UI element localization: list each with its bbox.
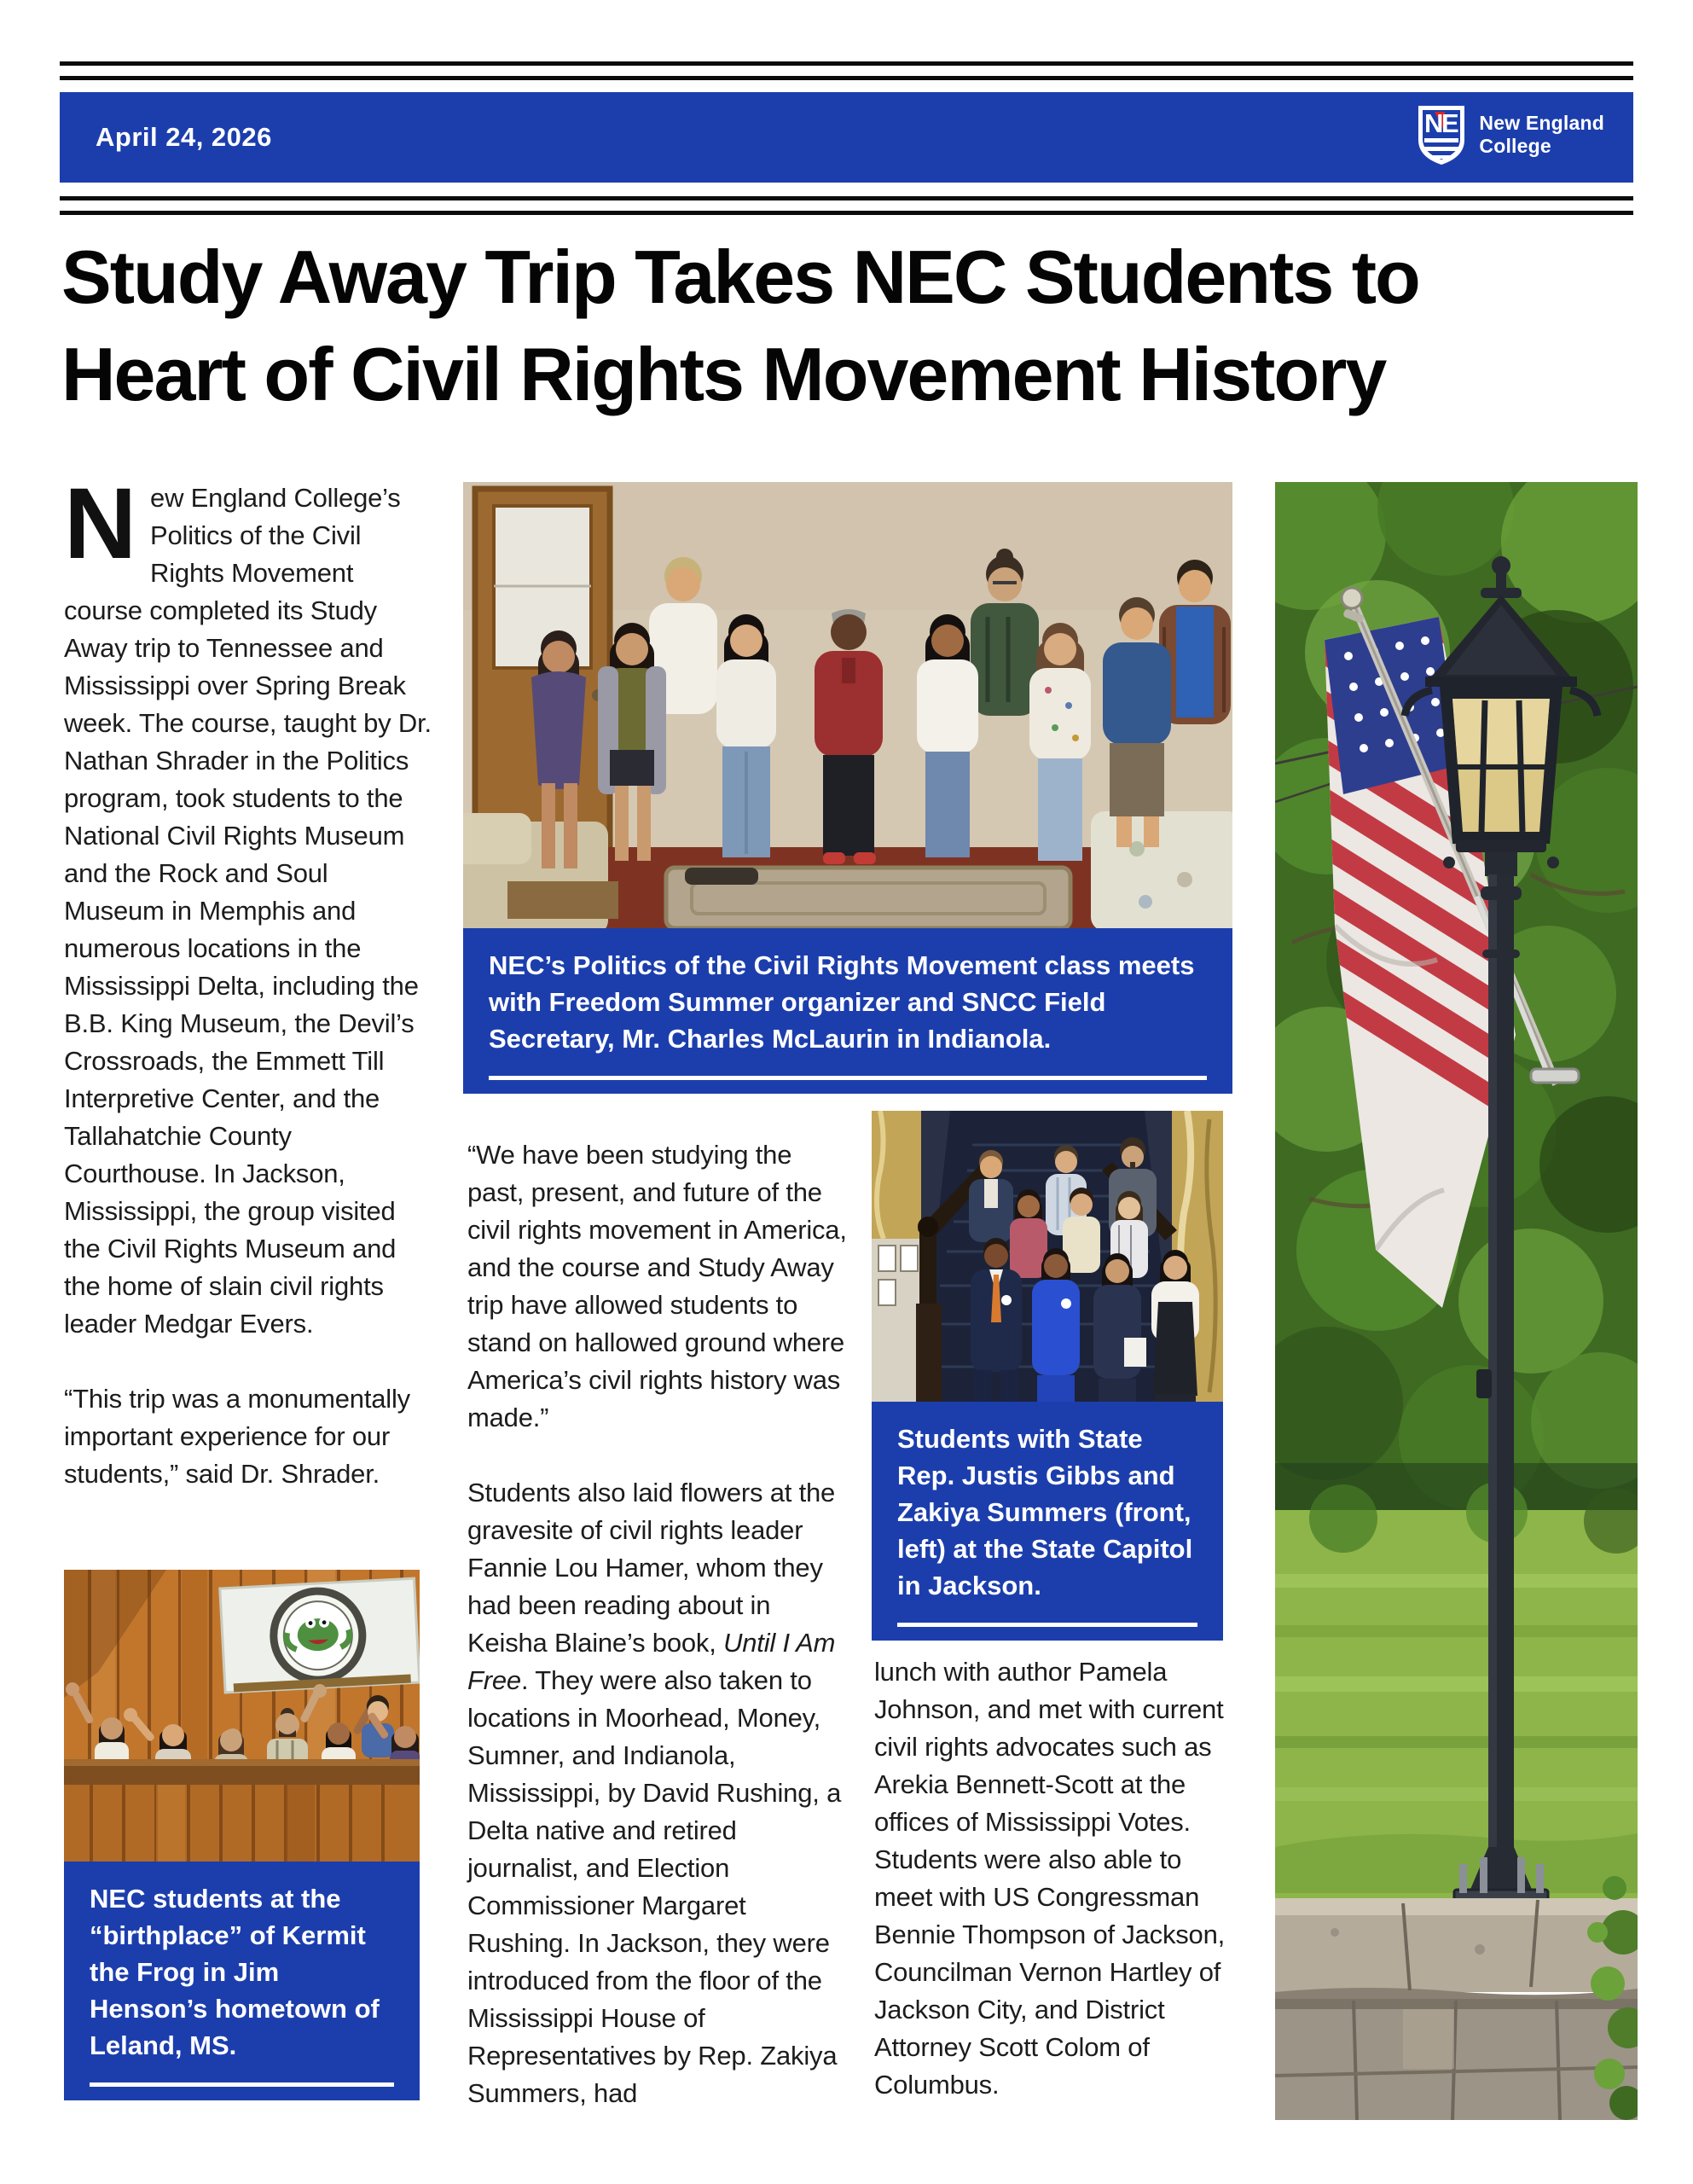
page-title-line1: Study Away Trip Takes NEC Students to xyxy=(61,235,1419,319)
group-photo-figure xyxy=(463,482,1232,1094)
flag-photo-figure xyxy=(1275,482,1638,2120)
kermit-banner xyxy=(220,1578,420,1693)
capitol-photo-figure xyxy=(872,1111,1223,1641)
kermit-photo-caption-text: NEC students at the “birthplace” of Kermit the Frog in Jim Henson’s hometown of Leland, MS. xyxy=(90,1884,380,2060)
paragraph-4 xyxy=(467,1474,849,2112)
college-logo xyxy=(1416,104,1604,166)
paragraph-1-text: ew England College’s Politics of the Civil Rights Movement course completed its Study Away trip to Tennessee and Mississippi over Spring Break week. The course, taught by Dr. Nathan Shrader in the Politics program, took students to the National Civil Rights Museum and the Rock and Soul Museum in Memphis and numerous locations in the Mississippi Delta, including the B.B. King Museum, the Devil’s Crossroads, the Emmett Till Interpretive Center, and the Tallahatchie County Courthouse. In Jackson, Mississippi, the group visited the Civil Rights Museum and the home of slain civil rights leader Medgar Evers. xyxy=(64,483,432,1339)
college-name xyxy=(1479,112,1604,158)
capitol-photo-caption-text: Students with State Rep. Justis Gibbs and Zakiya Summers (front, left) at the State Capitol in Jackson. xyxy=(897,1424,1193,1600)
column-right xyxy=(874,1653,1236,2141)
kermit-photo xyxy=(64,1570,420,1862)
book-title: Until I Am Free xyxy=(467,1628,836,1695)
person xyxy=(917,614,978,857)
column-left xyxy=(64,468,434,1531)
paragraph-4-before: Students also laid flowers at the gravesite of civil rights leader Fannie Lou Hamer, whom they had been reading about in Keisha Blaine’s book, xyxy=(467,1478,836,1658)
top-double-rule xyxy=(60,61,1633,80)
header-double-rule xyxy=(60,196,1633,215)
column-middle xyxy=(467,1136,849,2150)
group-photo-caption-text: NEC’s Politics of the Civil Rights Movement class meets with Freedom Summer organizer and SNCC Field Secretary, Mr. Charles McLaurin in Indianola. xyxy=(489,950,1195,1054)
page-title xyxy=(61,229,1635,423)
person xyxy=(1029,623,1091,861)
paragraph-3: “We have been studying the past, present, and future of the civil rights movement in America, and the course and Study Away trip have allowed students to stand on hallowed ground where America’s civil rights history was made.” xyxy=(467,1140,847,1432)
paragraph-5: lunch with author Pamela Johnson, and met with current civil rights advocates such as Arekia Bennett-Scott at the offices of Mississippi Votes. Students were also able to meet with US Congressman Bennie Thompson of Jackson, Councilman Vernon Hartley of Jackson City, and District Attorney Scott Colom of Columbus. xyxy=(874,1657,1226,2100)
drop-cap: N xyxy=(64,468,137,580)
nec-shield-icon xyxy=(1416,104,1467,166)
group-photo-caption xyxy=(463,928,1232,1094)
issue-date: April 24, 2026 xyxy=(96,122,272,152)
college-name-line1: New England xyxy=(1479,112,1604,134)
header-bar xyxy=(60,92,1633,183)
paragraph-1 xyxy=(64,468,434,1343)
group-photo xyxy=(463,482,1232,928)
paragraph-4-after: . They were also taken to locations in Moorhead, Money, Sumner, and Indianola, Mississippi, by David Rushing, a Delta native and retired journalist, and Election Commissioner Margaret Rushing. In Jackson, they were introduced from the floor of the Mississippi House of Representatives by Rep. Zakiya Summers, had xyxy=(467,1665,842,2108)
caption-rule xyxy=(90,2082,394,2087)
caption-rule xyxy=(489,1076,1207,1080)
person xyxy=(716,614,776,857)
paragraph-2: “This trip was a monumentally important experience for our students,” said Dr. Shrader. xyxy=(64,1384,410,1489)
page-title-line2: Heart of Civil Rights Movement History xyxy=(61,332,1386,416)
svg-text:E: E xyxy=(1441,108,1460,138)
capitol-photo xyxy=(872,1111,1223,1402)
capitol-photo-caption xyxy=(872,1402,1223,1641)
svg-text:N: N xyxy=(1424,108,1444,138)
flag-lamppost-photo xyxy=(1275,482,1638,2120)
kermit-photo-figure xyxy=(64,1570,420,2100)
caption-rule xyxy=(897,1623,1197,1627)
kermit-photo-caption xyxy=(64,1862,420,2100)
college-name-line2: College xyxy=(1479,135,1551,157)
